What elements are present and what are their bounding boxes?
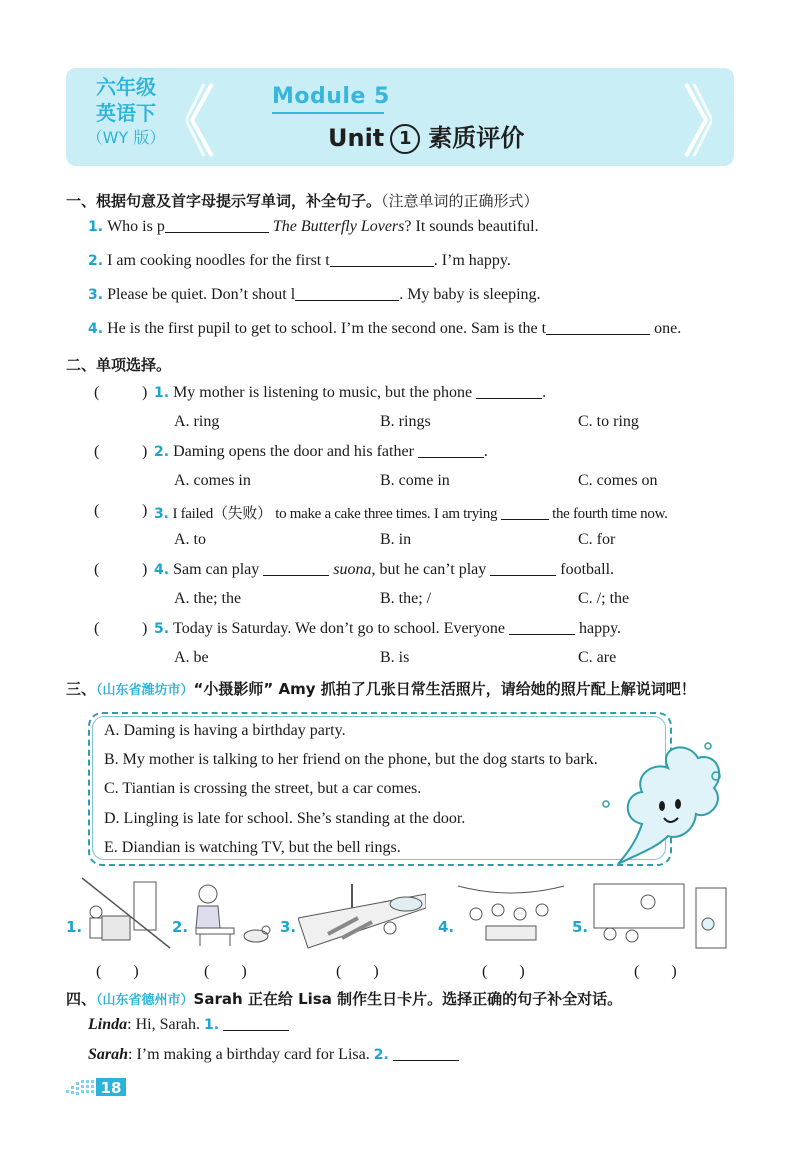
- s2-q4-option-c: C. /; the: [578, 590, 630, 607]
- s2-end-2: .: [483, 443, 488, 460]
- picture-number-4: 4.: [438, 918, 455, 936]
- s2-question-1: [154, 384, 546, 402]
- answer-paren-close: ): [142, 502, 148, 519]
- unit-name: 素质评价: [428, 124, 525, 152]
- s2-text-1: My mother is listening to music, but the phone: [173, 384, 473, 401]
- s1-text-3a: Please be quiet. Don’t shout l: [107, 286, 296, 303]
- dialog-text-2: : I’m making a birthday card for Lisa.: [128, 1046, 370, 1063]
- s1-text-4b: one.: [650, 320, 682, 337]
- answer-paren-close: ): [142, 620, 148, 637]
- left-chevron-icon: [186, 82, 216, 158]
- s2-end-5: happy.: [578, 620, 622, 637]
- right-chevron-icon: [682, 82, 712, 158]
- answer-blank[interactable]: [295, 286, 399, 301]
- s2-q3-option-a: A. to: [174, 531, 206, 548]
- s2-question-4: [154, 561, 614, 579]
- s1-num-3: 3.: [88, 287, 104, 303]
- subject-text: 英语下: [96, 101, 156, 125]
- unit-title: [328, 118, 524, 154]
- cloud-mascot-icon: [598, 736, 726, 872]
- picture-woman-on-phone-icon: [190, 880, 274, 948]
- s1-num-4: 4.: [88, 321, 104, 337]
- answer-paren-open: (: [94, 561, 100, 578]
- answer-blank[interactable]: [223, 1016, 289, 1031]
- picture-street-crossing-icon: [298, 878, 426, 950]
- s2-q3-option-c: C. for: [578, 531, 616, 548]
- s1-num-2: 2.: [88, 253, 104, 269]
- picture-answer-5[interactable]: ( ): [634, 963, 677, 980]
- picture-number-1: 1.: [66, 918, 83, 936]
- section-4-prefix: 四、: [66, 990, 97, 1008]
- s1-item-1: [88, 218, 539, 236]
- section-3-source-tag: （山东省潍坊市）: [96, 683, 194, 698]
- s2-end-3: the fourth time now.: [552, 506, 668, 522]
- section-1-heading: [66, 190, 539, 211]
- s2-q5-option-c: C. are: [578, 649, 617, 666]
- unit-number: 1: [390, 124, 420, 154]
- s2-q2-option-a: A. comes in: [174, 472, 251, 489]
- caption-option-a: A. Daming is having a birthday party.: [104, 722, 346, 739]
- s1-text-1b: ? It sounds beautiful.: [404, 218, 539, 235]
- s2-q1-option-b: B. rings: [380, 413, 431, 430]
- s2-num-1: 1.: [154, 385, 170, 401]
- answer-paren-close: ): [142, 443, 148, 460]
- dialog-num-2: 2.: [373, 1047, 389, 1063]
- section-2-heading: 二、单项选择。: [66, 356, 172, 374]
- section-4-title: Sarah 正在给 Lisa 制作生日卡片。选择正确的句子补全对话。: [193, 990, 623, 1008]
- s2-question-2: [154, 443, 488, 461]
- picture-birthday-party-icon: [456, 880, 566, 948]
- edition-text: （WY 版）: [86, 128, 166, 147]
- speaker-sarah: Sarah: [88, 1046, 129, 1063]
- grade-label: [72, 74, 180, 150]
- s2-text-5: Today is Saturday. We don’t go to school. Everyone: [173, 620, 505, 637]
- dialog-line-2: [88, 1046, 459, 1064]
- answer-paren-open: (: [94, 620, 100, 637]
- section-3-title: “小摄影师” Amy 抓拍了几张日常生活照片，请给她的照片配上解说词吧！: [193, 680, 696, 698]
- s2-q1-option-c: C. to ring: [578, 413, 639, 430]
- answer-blank[interactable]: [330, 252, 434, 267]
- dialog-text-1: : Hi, Sarah.: [127, 1016, 200, 1033]
- s2-end-4: football.: [560, 561, 615, 578]
- s2-end-1: .: [542, 384, 547, 401]
- picture-girl-at-door-icon: [82, 876, 172, 952]
- s2-q1-option-a: A. ring: [174, 413, 220, 430]
- s1-num-1: 1.: [88, 219, 104, 235]
- caption-option-c: C. Tiantian is crossing the street, but a car comes.: [104, 780, 422, 797]
- answer-blank[interactable]: [490, 561, 556, 576]
- answer-blank[interactable]: [509, 620, 575, 635]
- picture-answer-4[interactable]: ( ): [482, 963, 525, 980]
- picture-number-5: 5.: [572, 918, 589, 936]
- caption-option-d: D. Lingling is late for school. She’s standing at the door.: [104, 810, 466, 827]
- picture-answer-1[interactable]: ( ): [96, 963, 139, 980]
- s1-text-3b: . My baby is sleeping.: [399, 286, 541, 303]
- answer-blank[interactable]: [546, 320, 650, 335]
- answer-blank[interactable]: [165, 218, 269, 233]
- picture-number-3: 3.: [280, 918, 297, 936]
- s1-item-4: [88, 320, 681, 338]
- s1-text-2b: . I’m happy.: [433, 252, 511, 269]
- module-underline: [272, 112, 384, 114]
- answer-blank[interactable]: [393, 1046, 459, 1061]
- s2-q2-option-c: C. comes on: [578, 472, 658, 489]
- grade-text: 六年级: [96, 75, 156, 99]
- answer-blank[interactable]: [263, 561, 329, 576]
- page-number: 18: [100, 1079, 122, 1097]
- answer-blank[interactable]: [418, 443, 484, 458]
- picture-answer-2[interactable]: ( ): [204, 963, 247, 980]
- s2-text-2: Daming opens the door and his father: [173, 443, 414, 460]
- s2-text-4: Sam can play: [173, 561, 260, 578]
- answer-blank[interactable]: [501, 505, 549, 520]
- s1-text-1a: Who is p: [107, 218, 165, 235]
- speaker-linda: Linda: [88, 1016, 128, 1033]
- page-number-badge: [66, 1076, 128, 1098]
- picture-classroom-icon: [592, 880, 732, 950]
- dialog-num-1: 1.: [204, 1017, 220, 1033]
- section-1-note: （注意单词的正确形式）: [381, 192, 539, 210]
- answer-paren-open: (: [94, 443, 100, 460]
- s2-num-4: 4.: [154, 562, 170, 578]
- s2-q5-option-a: A. be: [174, 649, 209, 666]
- section-3-prefix: 三、: [66, 680, 97, 698]
- s2-q4-option-b: B. the; /: [380, 590, 432, 607]
- s2-text-3: I failed（失败） to make a cake three times. I am trying: [172, 506, 498, 522]
- picture-answer-3[interactable]: ( ): [336, 963, 379, 980]
- s2-question-3: [154, 502, 668, 523]
- s1-item-3: [88, 286, 541, 304]
- section-4-source-tag: （山东省德州市）: [96, 993, 194, 1008]
- answer-paren-close: ): [142, 384, 148, 401]
- caption-option-e: E. Diandian is watching TV, but the bell rings.: [104, 839, 401, 856]
- s1-text-2a: I am cooking noodles for the first t: [107, 252, 330, 269]
- s2-num-3: 3.: [154, 506, 169, 522]
- s2-q5-option-b: B. is: [380, 649, 410, 666]
- s2-num-2: 2.: [154, 444, 170, 460]
- caption-option-b: B. My mother is talking to her friend on the phone, but the dog starts to bark.: [104, 751, 598, 768]
- s2-q2-option-b: B. come in: [380, 472, 450, 489]
- s2-italic-4: suona: [333, 561, 372, 578]
- unit-prefix: Unit: [328, 124, 385, 152]
- s2-num-5: 5.: [154, 621, 170, 637]
- answer-paren-open: (: [94, 384, 100, 401]
- s1-item-2: [88, 252, 511, 270]
- s2-q4-option-a: A. the; the: [174, 590, 242, 607]
- section-1-title: 一、根据句意及首字母提示写单词，补全句子。: [66, 192, 382, 210]
- dialog-line-1: [88, 1016, 289, 1034]
- section-3-heading: [66, 678, 696, 699]
- answer-paren-open: (: [94, 502, 100, 519]
- s2-question-5: [154, 620, 621, 638]
- s1-text-4a: He is the first pupil to get to school. I’m the second one. Sam is the t: [107, 320, 547, 337]
- s2-q3-option-b: B. in: [380, 531, 412, 548]
- s2-mid-4: , but he can’t play: [371, 561, 487, 578]
- module-title: Module 5: [272, 84, 390, 109]
- answer-blank[interactable]: [476, 384, 542, 399]
- s1-italic-1: The Butterfly Lovers: [272, 218, 405, 235]
- section-4-heading: [66, 988, 622, 1009]
- answer-paren-close: ): [142, 561, 148, 578]
- picture-number-2: 2.: [172, 918, 189, 936]
